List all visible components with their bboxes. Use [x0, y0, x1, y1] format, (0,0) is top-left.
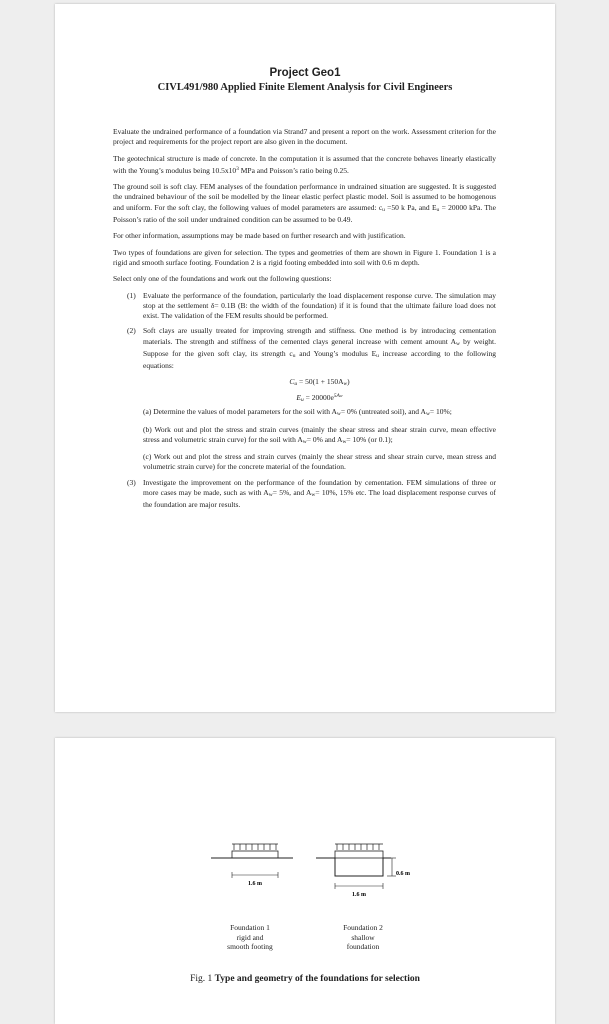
question-list [113, 291, 496, 511]
intro-paragraph: Evaluate the undrained performance of a foundation via Strand7 and present a report on the work. Assessment criterion for the project and requirements for the project report are also given in the document. [113, 127, 496, 147]
select-paragraph: Select only one of the foundations and work out the following questions: [113, 274, 332, 284]
foundation-types-paragraph: Two types of foundations are given for selection. The types and geometries of them are shown in Figure 1. Foundation 1 is a rigid and smooth surface footing. Foundation 2 is a rigid footing embedded into soil with 0.6 m depth. [113, 247, 496, 267]
foundation-2-diagram [316, 844, 410, 898]
assumptions-paragraph: For other information, assumptions may be made based on further research and with justification. [113, 231, 406, 241]
foundation-2-width: 1.6 m [352, 892, 366, 898]
question-2a: (a) Determine the values of model parameters for the soil with Aw= 0% (untreated soil), and Aw= 10%; [143, 407, 452, 418]
foundation-1-label: Foundation 1 rigid and smooth footing [227, 923, 273, 951]
question-2c: (c) Work out and plot the stress and strain curves (mainly the shear stress and shear strain curve, mean stress and volumetric strain curve) for the concrete material of the foundation. [143, 452, 496, 472]
equation-eu: $Eu = 20000e^{5Aw}$ [296, 392, 343, 403]
document-page-1 [55, 4, 555, 712]
foundation-1-width: 1.6 m [248, 881, 262, 887]
foundation-2-depth: 0.6 m [396, 871, 410, 877]
question-1: (1) Evaluate the performance of the foundation, particularly the load displacement response curve. The simulation may stop at the settlement δ= 0.1B (B: the width of the foundation) if it is found that the ultimate failure load does not exist. The validation of the FEM results should be performed. [127, 290, 496, 321]
document-body [113, 127, 496, 516]
page-title: Project Geo1 [269, 67, 341, 79]
foundation-2-label: Foundation 2 shallow foundation [343, 923, 383, 951]
foundation-1-diagram [211, 844, 293, 887]
question-3: (3) Investigate the improvement on the performance of the foundation by cementation. FEM simulations of three or more cases may be made, such as with Aw= 5%, and Aw= 10%, 15% etc. The load displacement response curves of the foundation are major results. [127, 477, 496, 510]
soil-paragraph: The ground soil is soft clay. FEM analyses of the foundation performance in undrained situation are suggested. It is suggested the undrained behaviour of the soil be modelled by the linear elastic perfect plastic model. Soil is assumed to be homogenous and uniform. For the soft clay, the following values of model parameters are assumed: cu =50 k Pa, and Eu = 20000 kPa. The Poisson’s ratio of the soil under undrained condition can be assumed to be 0.49. [113, 182, 497, 225]
figure-caption: Fig. 1 Type and geometry of the foundations for selection [190, 974, 420, 984]
question-2b: (b) Work out and plot the stress and strain curves (mainly the shear stress and shear strain curve, mean effective stress and volumetric strain curve) for the soil with Aw= 0% and Aw= 10% (or 0.1); [143, 424, 496, 445]
question-2: (2) Soft clays are usually treated for improving strength and stiffness. One method is by introducing cementation materials. The strength and stiffness of the cemented clays general increase with cement amount Aw by weight. Suppose for the given soft clay, its strength cu and Young’s modulus Eu increase according to the following equations: Cu = 50(1 + 150Aw) $Eu = 20000e^{5Aw}$ (a) Determine the values of model parameters for the soil with Aw= 0% (untreated soil), and Aw= 10%; (b) Work out and plot the stress and strain curves (mainly the shear stress and shear strain curve, mean effective stress and volumetric strain curve) for the soil with Aw= 0% and Aw= 10% (or 0.1); (c) Work out and plot the stress and strain curves (mainly the shear stress and shear strain curve, mean stress and volumetric strain curve) for the concrete material of the foundation. [127, 326, 496, 472]
course-subtitle: CIVL491/980 Applied Finite Element Analysis for Civil Engineers [157, 82, 453, 93]
equation-cu: Cu = 50(1 + 150Aw) [289, 376, 350, 387]
concrete-paragraph: The geotechnical structure is made of concrete. In the computation it is assumed that the concrete behaves linearly elastically with the Young’s modulus being $10.5x10^3$ MPa and Poisson’s ratio being 0.25. [113, 153, 496, 175]
document-page-2 [55, 738, 555, 1024]
